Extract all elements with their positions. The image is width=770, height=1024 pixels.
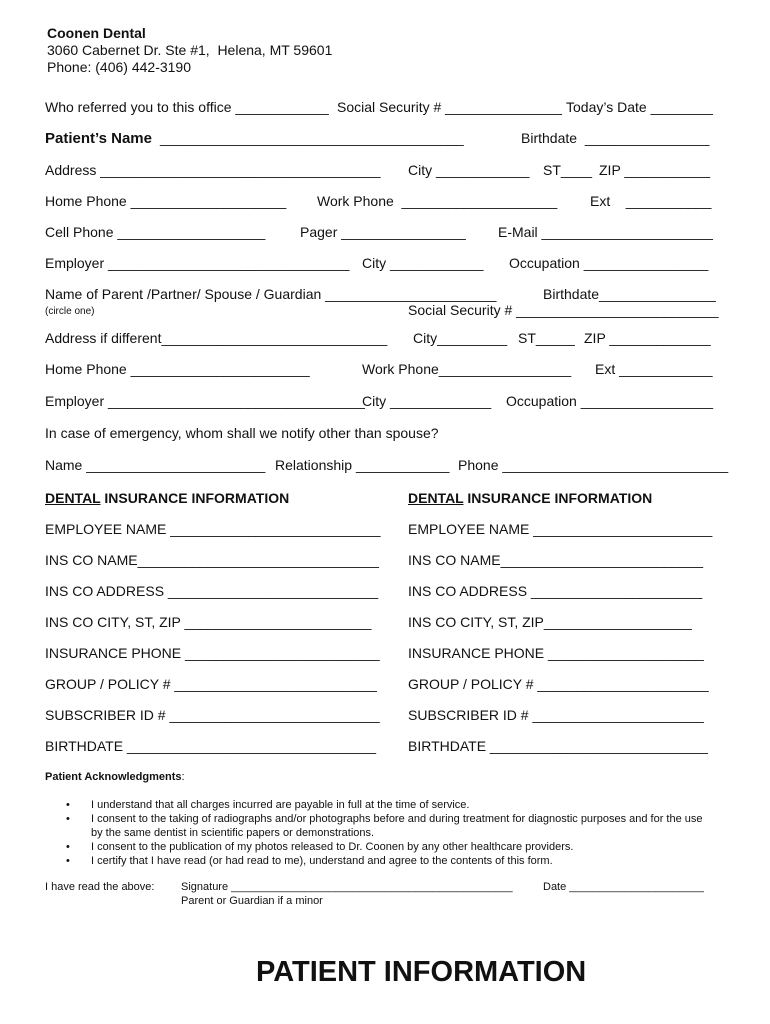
employer-city-field[interactable]: City ____________ bbox=[362, 255, 484, 271]
parent-ext-field[interactable]: Ext ____________ bbox=[595, 361, 713, 377]
secondary-insurance-phone-field[interactable]: INSURANCE PHONE ____________________ bbox=[408, 645, 704, 661]
patient-birthdate-field[interactable]: Birthdate ________________ bbox=[521, 130, 710, 146]
signature-date-field[interactable]: Date ______________________ bbox=[543, 881, 704, 893]
zip-field[interactable]: ZIP ___________ bbox=[599, 162, 711, 178]
state-field[interactable]: ST____ bbox=[543, 162, 593, 178]
primary-insurance-phone-field[interactable]: INSURANCE PHONE _________________________ bbox=[45, 645, 380, 661]
bullet-icon: • bbox=[66, 799, 70, 811]
parent-state-field[interactable]: ST_____ bbox=[518, 330, 575, 346]
parent-occupation-field[interactable]: Occupation _________________ bbox=[506, 393, 714, 409]
primary-ins-co-address-field[interactable]: INS CO ADDRESS ___________________________ bbox=[45, 583, 379, 599]
employer-field[interactable]: Employer _______________________________ bbox=[45, 255, 350, 271]
practice-phone: Phone: (406) 442-3190 bbox=[47, 59, 191, 75]
email-field[interactable]: E-Mail ______________________ bbox=[498, 224, 713, 240]
guardian-note: Parent or Guardian if a minor bbox=[181, 895, 323, 907]
primary-subscriber-id-field[interactable]: SUBSCRIBER ID # ___________________________ bbox=[45, 707, 380, 723]
primary-birthdate-field[interactable]: BIRTHDATE ________________________________ bbox=[45, 738, 377, 754]
secondary-group-policy-field[interactable]: GROUP / POLICY # ______________________ bbox=[408, 676, 709, 692]
parent-home-phone-field[interactable]: Home Phone _______________________ bbox=[45, 361, 310, 377]
form-title: PATIENT INFORMATION bbox=[256, 956, 587, 988]
insurance-heading-left: DENTAL INSURANCE INFORMATION bbox=[45, 490, 290, 506]
practice-address: 3060 Cabernet Dr. Ste #1, Helena, MT 59601 bbox=[47, 42, 333, 58]
primary-ins-co-city-field[interactable]: INS CO CITY, ST, ZIP ________________________ bbox=[45, 614, 372, 630]
circle-one-note: (circle one) bbox=[45, 306, 95, 317]
acknowledgment-item: I understand that all charges incurred are payable in full at the time of service. bbox=[91, 799, 470, 811]
cell-phone-field[interactable]: Cell Phone ___________________ bbox=[45, 224, 266, 240]
primary-group-policy-field[interactable]: GROUP / POLICY # __________________________ bbox=[45, 676, 377, 692]
emergency-name-field[interactable]: Name _______________________ bbox=[45, 457, 266, 473]
secondary-subscriber-id-field[interactable]: SUBSCRIBER ID # ______________________ bbox=[408, 707, 704, 723]
secondary-ins-co-city-field[interactable]: INS CO CITY, ST, ZIP___________________ bbox=[408, 614, 692, 630]
occupation-field[interactable]: Occupation ________________ bbox=[509, 255, 709, 271]
parent-ssn-field[interactable]: Social Security # __________________________ bbox=[408, 302, 719, 318]
parent-work-phone-field[interactable]: Work Phone_________________ bbox=[362, 361, 572, 377]
parent-birthdate-field[interactable]: Birthdate_______________ bbox=[543, 286, 716, 302]
secondary-ins-co-name-field[interactable]: INS CO NAME__________________________ bbox=[408, 552, 704, 568]
acknowledgments-title: Patient Acknowledgments: bbox=[45, 771, 185, 783]
acknowledgment-item-continued: by the same dentist in scientific papers or demonstrations. bbox=[91, 827, 375, 839]
parent-name-field[interactable]: Name of Parent /Partner/ Spouse / Guardian ______________________ bbox=[45, 286, 497, 302]
read-above-label: I have read the above: bbox=[45, 881, 155, 893]
parent-zip-field[interactable]: ZIP _____________ bbox=[584, 330, 711, 346]
bullet-icon: • bbox=[66, 855, 70, 867]
insurance-heading-right: DENTAL INSURANCE INFORMATION bbox=[408, 490, 653, 506]
bullet-icon: • bbox=[66, 841, 70, 853]
secondary-employee-name-field[interactable]: EMPLOYEE NAME _______________________ bbox=[408, 521, 713, 537]
emergency-question: In case of emergency, whom shall we notify other than spouse? bbox=[45, 425, 439, 441]
referred-by-field[interactable]: Who referred you to this office ____________ bbox=[45, 99, 329, 115]
bullet-icon: • bbox=[66, 813, 70, 825]
parent-employer-field[interactable]: Employer _________________________________ bbox=[45, 393, 365, 409]
secondary-birthdate-field[interactable]: BIRTHDATE ____________________________ bbox=[408, 738, 708, 754]
parent-city-field[interactable]: City_________ bbox=[413, 330, 508, 346]
emergency-relationship-field[interactable]: Relationship ____________ bbox=[275, 457, 450, 473]
todays-date-field[interactable]: Today’s Date ________ bbox=[566, 99, 713, 115]
practice-name: Coonen Dental bbox=[47, 25, 146, 41]
patient-name-field[interactable]: _______________________________________ bbox=[160, 130, 464, 146]
parent-employer-city-field[interactable]: City _____________ bbox=[362, 393, 492, 409]
address-field[interactable]: Address ____________________________________ bbox=[45, 162, 381, 178]
work-phone-field[interactable]: Work Phone ____________________ bbox=[317, 193, 558, 209]
acknowledgment-item: I certify that I have read (or had read to me), understand and agree to the contents of this form. bbox=[91, 855, 553, 867]
acknowledgment-item: I consent to the publication of my photos released to Dr. Coonen by any other healthcare providers. bbox=[91, 841, 574, 853]
city-field[interactable]: City ____________ bbox=[408, 162, 530, 178]
social-security-field[interactable]: Social Security # _______________ bbox=[337, 99, 562, 115]
primary-ins-co-name-field[interactable]: INS CO NAME_______________________________ bbox=[45, 552, 379, 568]
signature-field[interactable]: Signature ______________________________________________ bbox=[181, 881, 513, 893]
primary-employee-name-field[interactable]: EMPLOYEE NAME ___________________________ bbox=[45, 521, 381, 537]
ext-field[interactable]: Ext ___________ bbox=[590, 193, 712, 209]
pager-field[interactable]: Pager ________________ bbox=[300, 224, 466, 240]
patient-name-label: Patient’s Name bbox=[45, 130, 152, 147]
emergency-phone-field[interactable]: Phone _____________________________ bbox=[458, 457, 729, 473]
address-if-different-field[interactable]: Address if different_____________________________ bbox=[45, 330, 388, 346]
secondary-ins-co-address-field[interactable]: INS CO ADDRESS ______________________ bbox=[408, 583, 703, 599]
home-phone-field[interactable]: Home Phone ____________________ bbox=[45, 193, 287, 209]
acknowledgment-item: I consent to the taking of radiographs and/or photographs before and during treatment for diagnostic purposes and for the use bbox=[91, 813, 703, 825]
